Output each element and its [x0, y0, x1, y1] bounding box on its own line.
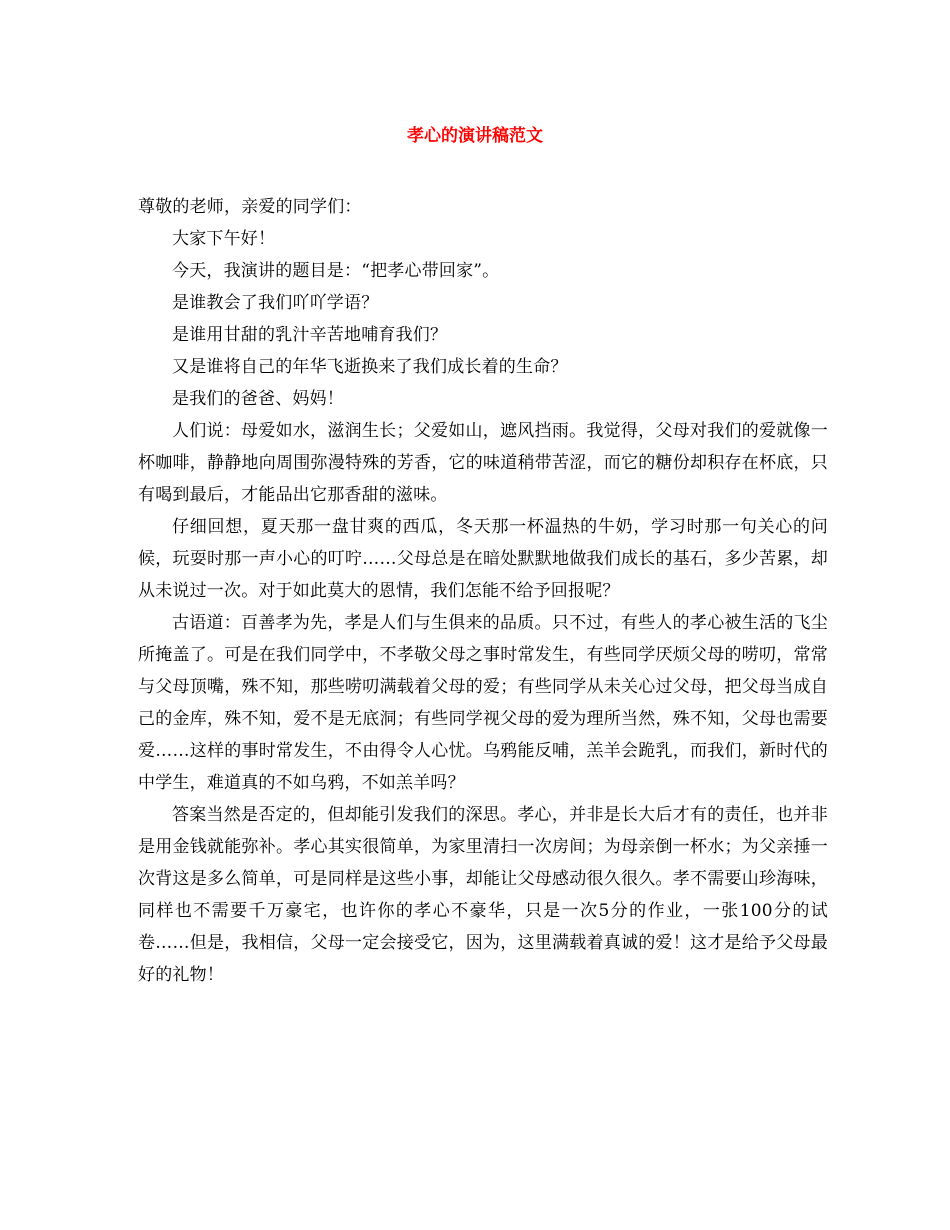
paragraph-proverb: 古语道：百善孝为先，孝是人们与生俱来的品质。只不过，有些人的孝心被生活的飞尘所掩盖了。可是在我们同学中，不孝敬父母之事时常发生，有些同学厌烦父母的唠叨，常常与父母顶嘴，殊不知，那些唠叨满载着父母的爱；有些同学从未关心过父母，把父母当成自己的金库，殊不知，爱不是无底洞；有些同学视父母的爱为理所当然，殊不知，父母也需要爱……这样的事时常发生，不由得令人心忧。乌鸦能反哺，羔羊会跪乳，而我们，新时代的中学生，难道真的不如乌鸦，不如羔羊吗？: [138, 613, 828, 793]
paragraph-recall: 仔细回想，夏天那一盘甘爽的西瓜，冬天那一杯温热的牛奶，学习时那一句关心的问候，玩耍时那一声小心的叮咛……父母总是在暗处默默地做我们成长的基石，多少苦累，却从未说过一次。对于如此莫大的恩情，我们怎能不给予回报呢？: [138, 517, 828, 601]
paragraph-conclusion: 答案当然是否定的，但却能引发我们的深思。孝心，并非是长大后才有的责任，也并非是用金钱就能弥补。孝心其实很简单，为家里清扫一次房间；为母亲倒一杯水；为父亲捶一次背这是多么简单，可是同样是这些小事，却能让父母感动很久很久。孝不需要山珍海味，同样也不需要千万豪宅，也许你的孝心不豪华，只是一次5分的作业，一张100分的试卷……但是，我相信，父母一定会接受它，因为，这里满载着真诚的爱！这才是给予父母最好的礼物！: [138, 805, 828, 985]
paragraph-question-1: 是谁教会了我们吖吖学语？: [172, 293, 379, 313]
paragraph-coffee: 人们说：母爱如水，滋润生长；父爱如山，遮风挡雨。我觉得，父母对我们的爱就像一杯咖啡，静静地向周围弥漫特殊的芳香，它的味道稍带苦涩，而它的糖份却积存在杯底，只有喝到最后，才能品出它那香甜的滋味。: [138, 421, 828, 505]
document-title: 孝心的演讲稿范文: [407, 126, 543, 146]
paragraph-answer: 是我们的爸爸、妈妈！: [172, 389, 344, 409]
paragraph-question-3: 又是谁将自己的年华飞逝换来了我们成长着的生命？: [172, 357, 568, 377]
paragraph-greeting: 大家下午好！: [172, 229, 276, 249]
paragraph-salutation: 尊敬的老师，亲爱的同学们：: [138, 197, 362, 217]
paragraph-question-2: 是谁用甘甜的乳汁辛苦地哺育我们？: [172, 325, 448, 345]
paragraph-topic: 今天，我演讲的题目是：“把孝心带回家”。: [172, 261, 500, 281]
document-body: [138, 191, 828, 991]
